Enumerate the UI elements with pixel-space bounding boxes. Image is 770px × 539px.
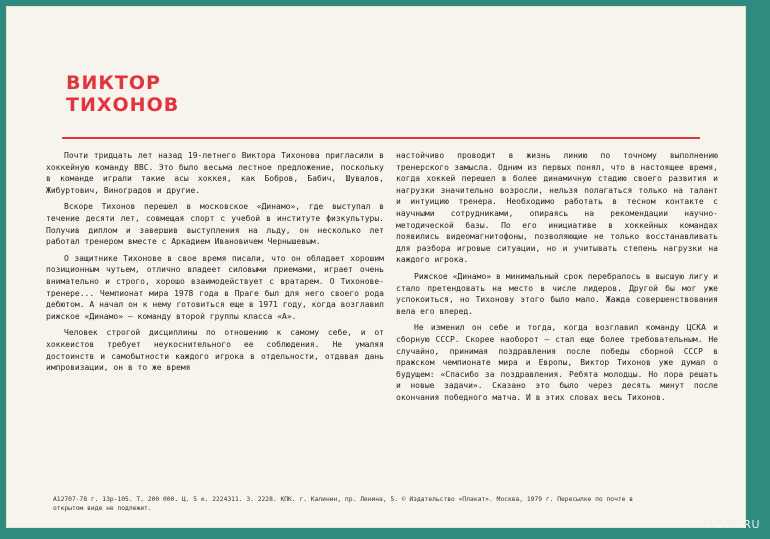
paragraph: Рижское «Динамо» в минимальный срок перебралось в высшую лигу и стало претендовать на место в числе лидеров. Другой бы мог уже успокоиться, но Тихонову этого было мало. Жажда совершенствования вела его вперед.: [396, 271, 718, 316]
title-divider: [62, 137, 700, 139]
paragraph: Почти тридцать лет назад 19-летнего Виктора Тихонова пригласили в хоккейную команду ВВС. Это было весьма лестное предложение, поскольку в команде играли такие асы хоккея, как Бобров, Бабич, Шувалов, Жибуртович, Виноградов и другие.: [46, 151, 384, 195]
paragraph: Не изменил он себе и тогда, когда возглавил команду ЦСКА и сборную СССР. Скорее наоборот — стал еще более требовательным. Не случайно, принимая поздравления после победы сборной СССР в пражском чемпионате мира и Европы, Виктор Тихонов уже думал о будущем: «Спасибо за поздравления. Ребята молодцы. Но пора решать и новые задачи». Сказано это было через десять минут после окончания победного матча. И в этих словах весь Тихонов.: [396, 323, 718, 402]
page-title: [66, 72, 179, 116]
paragraph: Вскоре Тихонов перешел в московское «Динамо», где выступал в течение десяти лет, совмещая спорт с учебой в институте физкультуры. Получив диплом и завершив выступления на льду, он несколько лет работал тренером вместе с Аркадием Ивановичем Чернышевым.: [46, 202, 384, 247]
text-column-right: [396, 150, 718, 408]
paragraph: О защитнике Тихонове в свое время писали, что он обладает хорошим позиционным чутьем, отлично владеет силовыми приемами, играет очень внимательно и строго, хорошо взаимодействует с вратарем. О Тихонове-тренере... Чемпионат мира 1978 года в Праге был для него своего рода дебютом. А начал он к нему готовиться еще в 1971 году, когда возглавил рижское «Динамо» — команду второй группы класса «А».: [46, 253, 384, 321]
paragraph: Человек строгой дисциплины по отношению к самому себе, и от хоккеистов требует неукоснительного ее соблюдения. Не умаляя достоинств и самобытности каждого игрока в отдельности, отдавая дань импровизации, он в то же время: [46, 328, 384, 373]
text-column-left: [46, 150, 384, 379]
title-line-2: ТИХОНОВ: [66, 94, 180, 116]
postcard: [6, 6, 746, 528]
title-line-1: ВИКТОР: [66, 72, 161, 94]
imprint-line-1: А12707-78 г. 13р-105. Т. 200 000. Ц. 5 к. 2224311. З. 2228. КПК. г. Калинин, пр. Ленина, 5. © Издательство «Плакат». Москва, 1979 г. Пересылке по почте в: [53, 496, 634, 503]
imprint-line-2: открытом виде не подлежит.: [53, 505, 152, 512]
publisher-imprint: [53, 495, 703, 513]
paragraph: настойчиво проводит в жизнь линию по точному выполнению тренерского замысла. Одним из первых понял, что в настоящее время, когда хоккей перешел в более динамичную стадию своего развития и нагрузки значительно возросли, нельзя полагаться только на талант и интуицию тренера. Необходимо работать в тесном контакте с научными сотрудниками, опираясь на рекомендации научно-методической базы. По его инициативе в хоккейных командах появились видеомагнитофоны, позволяющие не только восстанавливать для разбора игровые ситуации, но и учитывать степень нагрузки на каждого игрока.: [396, 151, 718, 265]
watermark: U-SSR.RU: [703, 518, 760, 531]
